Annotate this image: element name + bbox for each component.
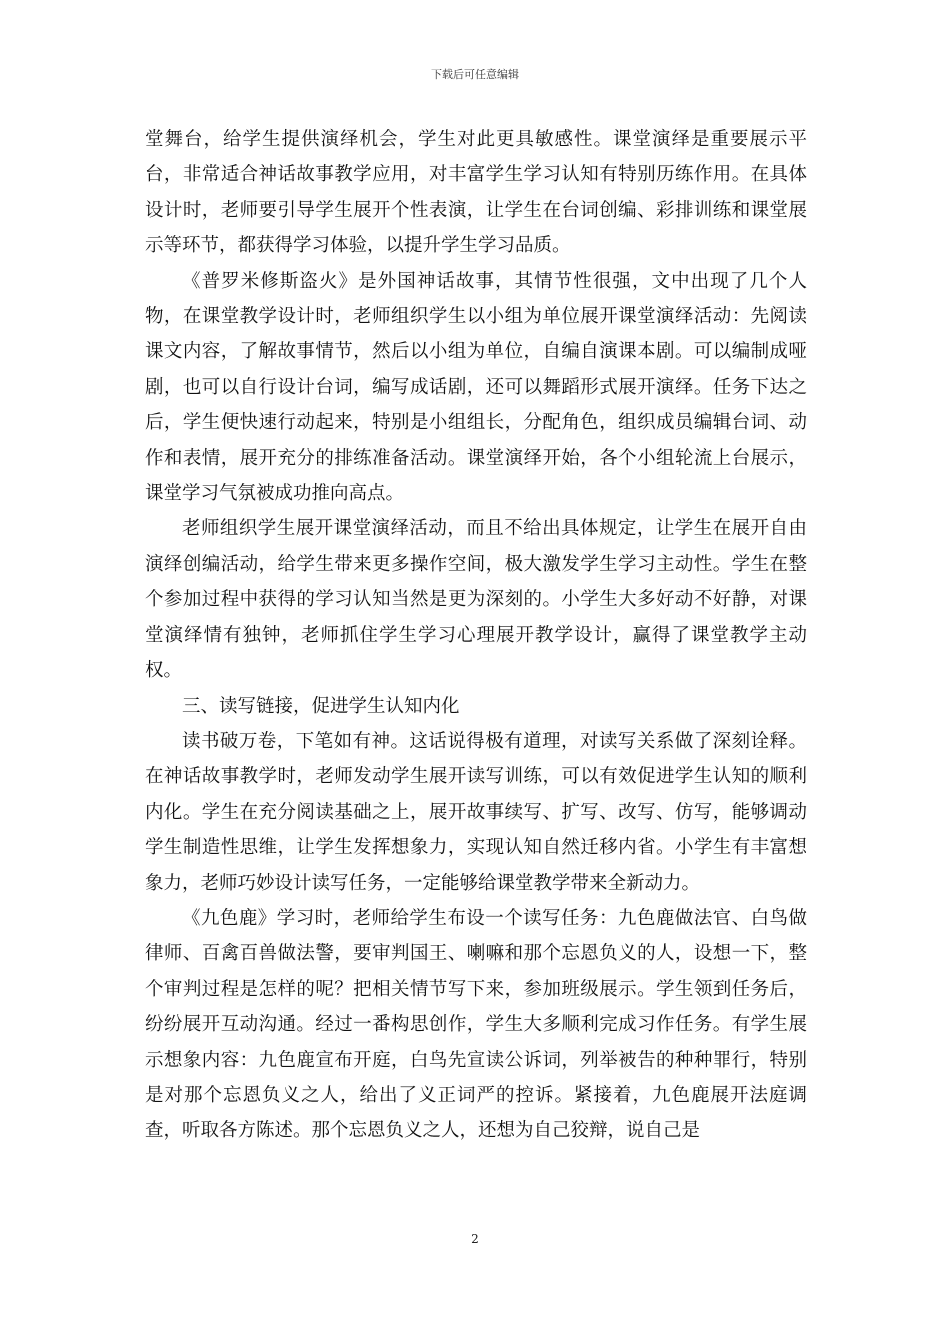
paragraph-2: 《普罗米修斯盗火》是外国神话故事，其情节性很强，文中出现了几个人物，在课堂教学设计时，老师组织学生以小组为单位展开课堂演绎活动：先阅读课文内容，了解故事情节，然后以小组为单位，自编自演课本剧。可以编制成哑剧，也可以自行设计台词，编写成话剧，还可以舞蹈形式展开演绎。任务下达之后，学生便快速行动起来，特别是小组组长，分配角色，组织成员编辑台词、动作和表情，展开充分的排练准备活动。课堂演绎开始，各个小组轮流上台展示，课堂学习气氛被成功推向高点。: [145, 270, 807, 505]
paragraph-1: 堂舞台，给学生提供演绎机会，学生对此更具敏感性。课堂演绎是重要展示平台，非常适合神话故事教学应用，对丰富学生学习认知有特别历练作用。在具体设计时，老师要引导学生展开个性表演，让学生在台词创编、彩排训练和课堂展示等环节，都获得学习体验，以提升学生学习品质。: [145, 129, 807, 257]
paragraph-3: 老师组织学生展开课堂演绎活动，而且不给出具体规定，让学生在展开自由演绎创编活动，给学生带来更多操作空间，极大激发学生学习主动性。学生在整个参加过程中获得的学习认知当然是更为深刻的。小学生大多好动不好静，对课堂演绎情有独钟，老师抓住学生学习心理展开教学设计，赢得了课堂教学主动权。: [145, 518, 807, 682]
page-number: 2: [471, 1232, 479, 1246]
paragraph-4: 读书破万卷，下笔如有神。这话说得极有道理，对读写关系做了深刻诠释。在神话故事教学时，老师发动学生展开读写训练，可以有效促进学生认知的顺利内化。学生在充分阅读基础之上，展开故事续写、扩写、改写、仿写，能够调动学生制造性思维，让学生发挥想象力，实现认知自然迁移内省。小学生有丰富想象力，老师巧妙设计读写任务，一定能够给课堂教学带来全新动力。: [145, 730, 807, 894]
paragraph-5: 《九色鹿》学习时，老师给学生布设一个读写任务：九色鹿做法官、白鸟做律师、百禽百兽做法警，要审判国王、喇嘛和那个忘恩负义的人，设想一下，整个审判过程是怎样的呢？把相关情节写下来，参加班级展示。学生领到任务后，纷纷展开互动沟通。经过一番构思创作，学生大多顺利完成习作任务。有学生展示想象内容：九色鹿宣布开庭，白鸟先宣读公诉词，列举被告的种种罪行，特别是对那个忘恩负义之人，给出了义正词严的控诉。紧接着，九色鹿展开法庭调查，听取各方陈述。那个忘恩负义之人，还想为自己狡辩，说自己是: [145, 907, 807, 1142]
section-heading: 三、读写链接，促进学生认知内化: [182, 695, 460, 717]
page-header: 下载后可任意编辑: [431, 68, 519, 81]
document-body: [145, 122, 807, 1149]
